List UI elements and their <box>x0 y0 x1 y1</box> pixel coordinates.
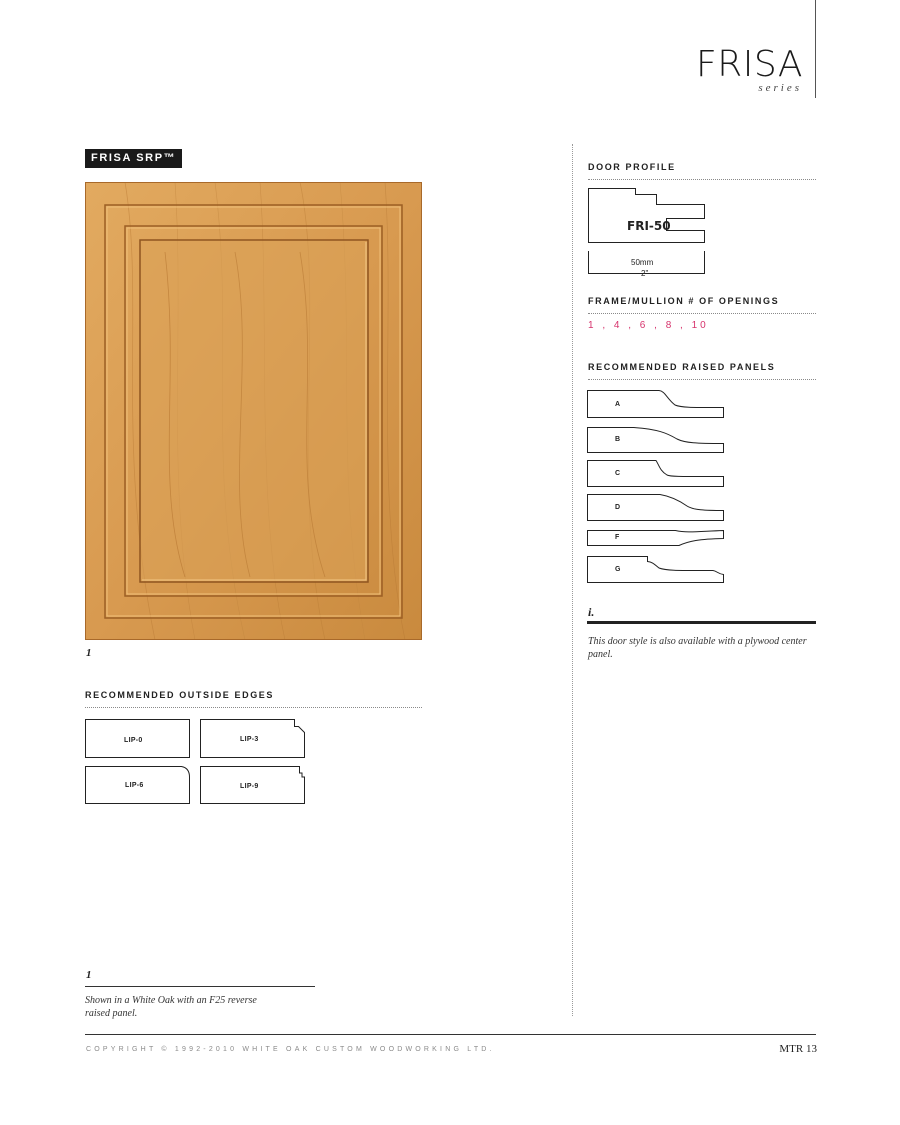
raised-panel-profiles <box>587 389 727 587</box>
panel-label-c: C <box>615 470 621 477</box>
openings-heading: FRAME/MULLION # OF OPENINGS <box>588 296 780 306</box>
brand-title: FRISA <box>696 44 803 85</box>
panel-f-profile <box>588 531 724 546</box>
panel-label-b: B <box>615 436 621 443</box>
page-number: MTR 13 <box>779 1043 817 1055</box>
door-profile-divider <box>588 179 816 180</box>
edge-label-lip-6: LIP-6 <box>125 782 144 789</box>
outside-edge-profiles <box>85 719 307 807</box>
info-note: This door style is also available with a plywood center panel. <box>588 636 807 660</box>
product-title: FRISA SRP™ <box>85 149 182 168</box>
panel-label-g: G <box>615 566 621 573</box>
caption-text: Shown in a White Oak with an F25 reverse raised panel. <box>85 995 257 1019</box>
profile-width-metric: 50mm <box>631 258 654 267</box>
panel-label-a: A <box>615 401 621 408</box>
edge-label-lip-0: LIP-0 <box>124 737 143 744</box>
info-divider <box>587 621 816 624</box>
copyright-text: COPYRIGHT © 1992-2010 WHITE OAK CUSTOM WOODWORKING LTD. <box>86 1046 495 1053</box>
panel-b-profile <box>588 428 724 453</box>
profile-width-imperial: 2" <box>641 269 649 278</box>
panel-c-profile <box>588 461 724 487</box>
outside-edges-heading: RECOMMENDED OUTSIDE EDGES <box>85 690 275 700</box>
openings-divider <box>588 313 816 314</box>
footer-divider <box>85 1034 816 1035</box>
panel-label-f: F <box>615 534 620 541</box>
caption-divider <box>85 986 315 987</box>
door-image <box>85 182 422 640</box>
edge-label-lip-9: LIP-9 <box>240 783 259 790</box>
panel-g-profile <box>588 557 724 583</box>
raised-panels-divider <box>588 379 816 380</box>
panel-d-profile <box>588 495 724 521</box>
profile-name: FRI-50 <box>627 219 671 233</box>
caption-number: 1 <box>86 969 92 981</box>
brand-subtitle: series <box>758 82 802 94</box>
panel-label-d: D <box>615 504 621 511</box>
edge-label-lip-3: LIP-3 <box>240 736 259 743</box>
figure-number: 1 <box>86 647 92 659</box>
openings-values: 1 , 4 , 6 , 8 , 10 <box>588 320 709 331</box>
raised-panels-heading: RECOMMENDED RAISED PANELS <box>588 362 776 372</box>
column-divider <box>572 144 573 1016</box>
brand-divider <box>815 0 816 98</box>
outside-edges-divider <box>85 707 422 708</box>
door-profile-heading: DOOR PROFILE <box>588 162 676 172</box>
info-marker: i. <box>588 605 595 619</box>
panel-a-profile <box>588 391 724 418</box>
